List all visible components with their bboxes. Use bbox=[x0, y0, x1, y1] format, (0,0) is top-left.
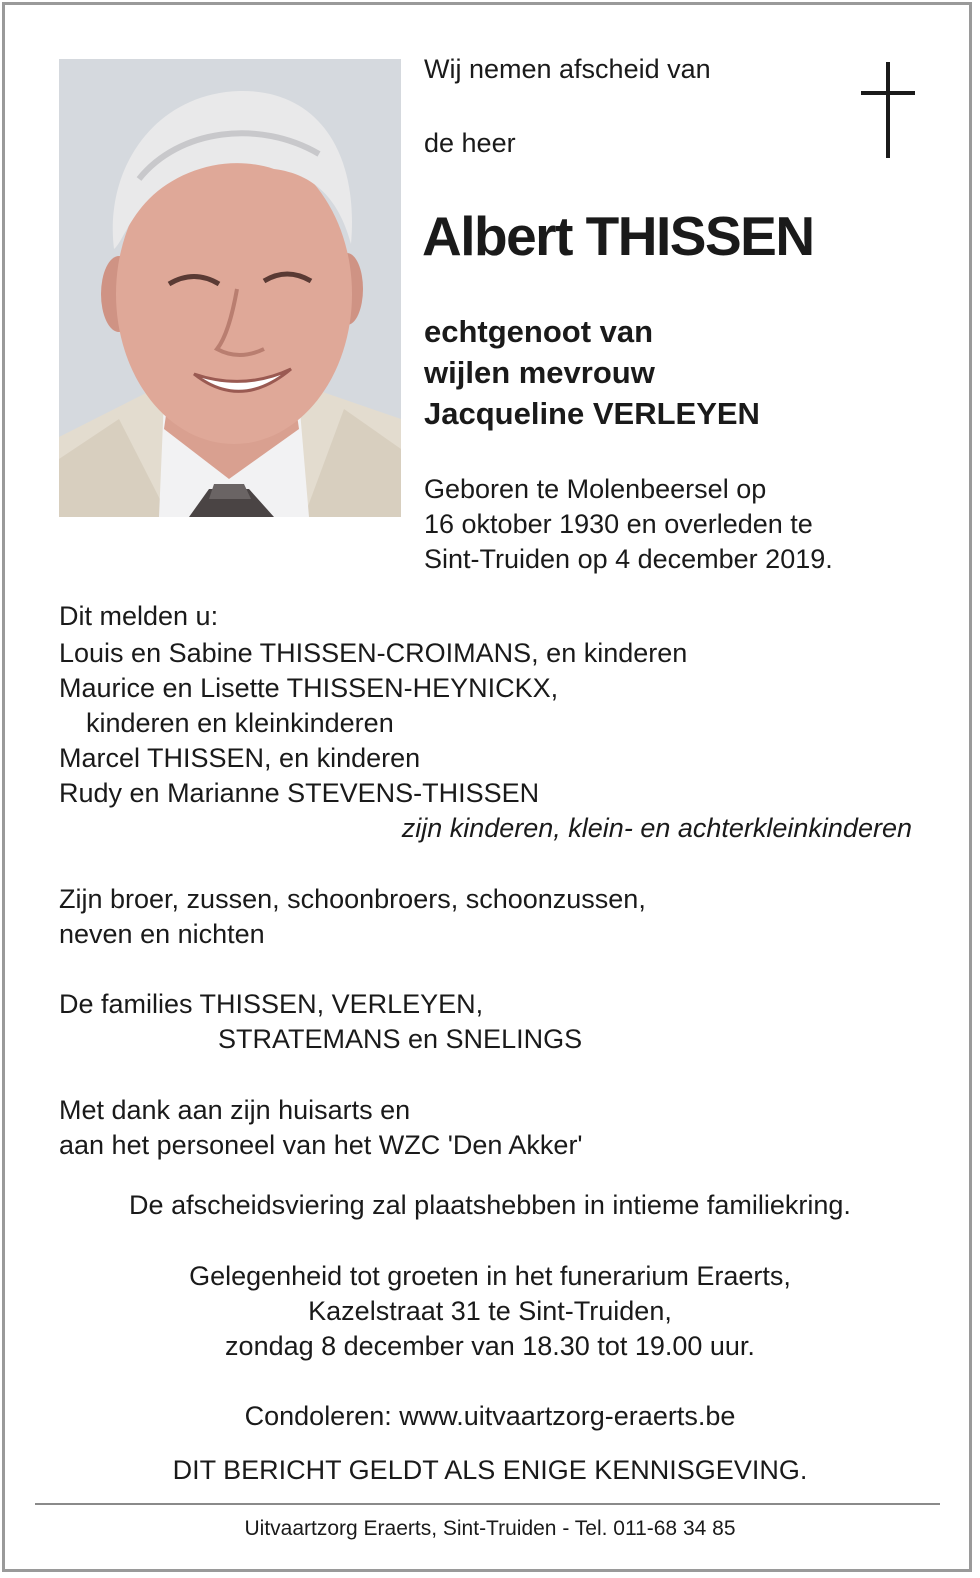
intro-text: Wij nemen afscheid van bbox=[424, 54, 711, 84]
deceased-name: Albert THISSEN bbox=[422, 205, 814, 267]
birth-line-1: Geboren te Molenbeersel op bbox=[424, 474, 767, 504]
spouse-line-1: echtgenoot van bbox=[424, 314, 654, 349]
siblings-line-1: Zijn broer, zussen, schoonbroers, schoonzussen, bbox=[59, 884, 646, 914]
family-line: Louis en Sabine THISSEN-CROIMANS, en kinderen bbox=[59, 638, 688, 668]
visitation-line-1: Gelegenheid tot groeten in het funerarium Eraerts, bbox=[189, 1261, 791, 1291]
notice-text: DIT BERICHT GELDT ALS ENIGE KENNISGEVING. bbox=[172, 1455, 808, 1485]
footer-divider bbox=[35, 1503, 940, 1505]
visitation-line-3: zondag 8 december van 18.30 tot 19.00 uur. bbox=[225, 1331, 755, 1361]
siblings-line-2: neven en nichten bbox=[59, 919, 265, 949]
visitation-line-2: Kazelstraat 31 te Sint-Truiden, bbox=[308, 1296, 672, 1326]
portrait-photo bbox=[59, 59, 401, 517]
families-line-2: STRATEMANS en SNELINGS bbox=[218, 1024, 583, 1054]
birth-line-3: Sint-Truiden op 4 december 2019. bbox=[424, 544, 833, 574]
footer-text: Uitvaartzorg Eraerts, Sint-Truiden - Tel. 011-68 34 85 bbox=[244, 1517, 736, 1540]
family-intro: Dit melden u: bbox=[59, 601, 219, 631]
family-line: Maurice en Lisette THISSEN-HEYNICKX, bbox=[59, 673, 559, 703]
thanks-line-1: Met dank aan zijn huisarts en bbox=[59, 1095, 411, 1125]
ceremony-text: De afscheidsviering zal plaatshebben in intieme familiekring. bbox=[129, 1190, 851, 1220]
condolences-text: Condoleren: www.uitvaartzorg-eraerts.be bbox=[244, 1401, 736, 1431]
family-line: kinderen en kleinkinderen bbox=[86, 708, 394, 738]
title-text: de heer bbox=[424, 128, 516, 158]
spouse-line-2: wijlen mevrouw bbox=[424, 355, 655, 390]
thanks-line-2: aan het personeel van het WZC 'Den Akker' bbox=[59, 1130, 583, 1160]
birth-line-2: 16 oktober 1930 en overleden te bbox=[424, 509, 813, 539]
portrait-illustration bbox=[59, 59, 401, 517]
family-line: Marcel THISSEN, en kinderen bbox=[59, 743, 421, 773]
spouse-line-3: Jacqueline VERLEYEN bbox=[424, 396, 760, 431]
families-line-1: De families THISSEN, VERLEYEN, bbox=[59, 989, 484, 1019]
family-line: Rudy en Marianne STEVENS-THISSEN bbox=[59, 778, 540, 808]
family-relation: zijn kinderen, klein- en achterkleinkinderen bbox=[401, 813, 912, 843]
